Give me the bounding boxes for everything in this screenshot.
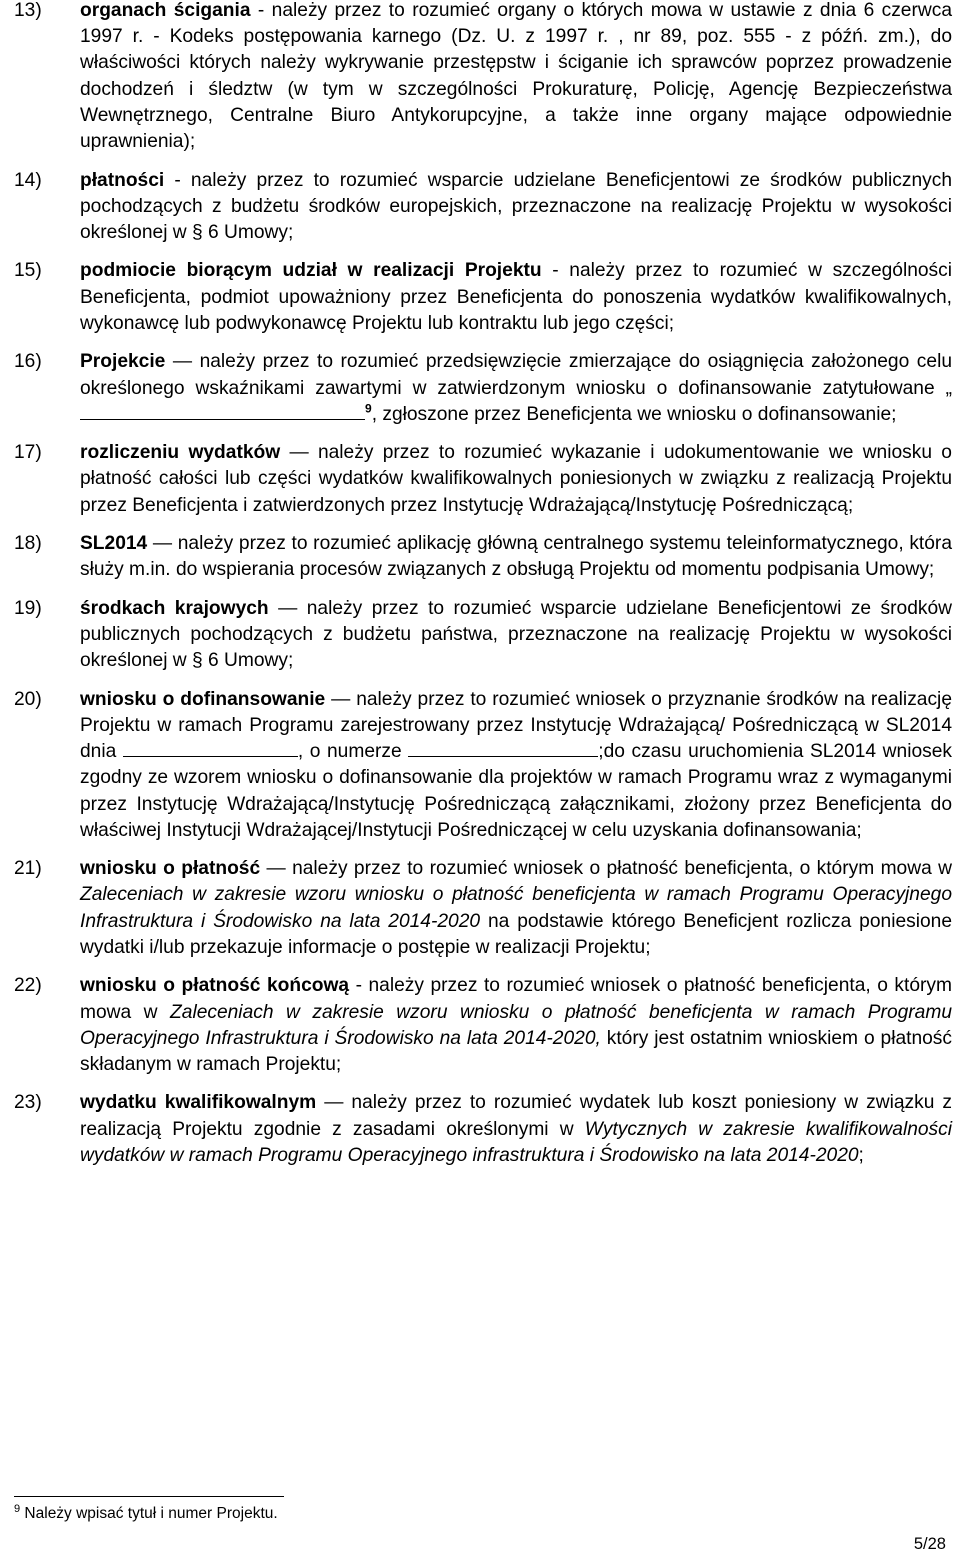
footnote-text: Należy wpisać tytuł i numer Projektu. — [20, 1505, 278, 1522]
footnote-reference: 9 — [365, 401, 372, 416]
definition-text-continued: który jest ostatnim wnioskiem o płatność składanym w ramach Projektu; — [80, 1027, 952, 1075]
footnote-separator — [14, 1496, 284, 1497]
definition-item-20 — [14, 687, 952, 844]
definition-text-continued: , zgłoszone przez Beneficjenta we wniosku o dofinansowanie; — [371, 403, 897, 425]
definition-text-continued: na podstawie którego Beneficjent rozlicza poniesione wydatki i/lub przekazuje informacje o postępie w realizacji Projektu; — [80, 910, 952, 958]
defined-term: wniosku o płatność końcową — [80, 975, 350, 997]
referenced-document-title: Zaleceniach w zakresie wzoru wniosku o płatność beneficjenta w ramach Programu Operacyjnego Infrastruktura i Środowisko na lata 2014-2020, — [80, 1001, 953, 1049]
defined-term: organach ścigania — [80, 0, 251, 21]
item-number: 23) — [14, 1092, 42, 1114]
item-number: 16) — [14, 351, 42, 373]
date-blank-line — [123, 755, 298, 757]
defined-term: płatności — [80, 169, 165, 191]
definition-text: - należy przez to rozumieć organy o których mowa w ustawie z dnia 6 czerwca 1997 r. - Kodeks postępowania karnego (Dz. U. z 1997 r. , nr 89, poz. 555 - z późń. zm.), do właściwości których należy wykrywanie przestępstw i ściganie ich sprawców poprzez prowadzenie dochodzeń i śledztw (w tym w szczególności Prokuraturę, Policję, Agencję Bezpieczeństwa Wewnętrznego, Centralne Biuro Antykorupcyjne, a także inne organy mające odpowiednie uprawnienia); — [80, 0, 952, 153]
referenced-document-title: Zaleceniach w zakresie wzoru wniosku o płatność beneficjenta w ramach Programu Operacyjnego Infrastruktura i Środowisko na lata 2014-2020 — [80, 884, 952, 932]
item-number: 14) — [14, 169, 42, 191]
definition-text-continued: , o numerze — [297, 741, 409, 763]
definition-text: — należy przez to rozumieć wsparcie udzielane Beneficjentowi ze środków publicznych pochodzących z budżetu państwa, przeznaczone na realizację Projektu w wysokości określonej w § 6 Umowy; — [80, 597, 953, 672]
defined-term: wniosku o dofinansowanie — [80, 688, 326, 710]
item-number: 13) — [14, 0, 42, 21]
definition-item-23 — [14, 1090, 952, 1169]
defined-term: wniosku o płatność — [80, 858, 261, 880]
title-blank-line — [80, 418, 365, 420]
item-number: 15) — [14, 260, 42, 282]
definition-text-tail: ;do czasu uruchomienia SL2014 wniosek zgodny ze wzorem wniosku o dofinansowanie dla projektów w ramach Programu wraz z wymaganymi przez Instytucję Wdrażającą/Instytucję Pośredniczącą załącznikami, złożony przez Beneficjenta do właściwej Instytucji Wdrażającej/Instytucji Pośredniczącej w celu uzyskania dofinansowania; — [80, 741, 952, 841]
definition-text: - należy przez to rozumieć wniosek o płatność beneficjenta, o którym mowa w — [80, 975, 952, 1023]
definition-item-15 — [14, 258, 952, 337]
definition-text: - należy przez to rozumieć w szczególności Beneficjenta, podmiot upoważniony przez Beneficjenta do ponoszenia wydatków kwalifikowalnych, wykonawcę lub podwykonawcę Projektu lub kontraktu lub jego części; — [80, 260, 953, 334]
definition-item-19 — [14, 596, 952, 675]
page-number: 5/28 — [913, 1535, 946, 1553]
item-number: 19) — [14, 597, 42, 619]
definition-item-18 — [14, 531, 952, 583]
item-number: 21) — [14, 858, 42, 880]
defined-term: wydatku kwalifikowalnym — [80, 1092, 317, 1114]
definition-item-22 — [14, 973, 952, 1078]
defined-term: podmiocie biorącym udział w realizacji Projektu — [80, 260, 542, 282]
defined-term: SL2014 — [80, 533, 148, 555]
definition-text: - należy przez to rozumieć wsparcie udzielane Beneficjentowi ze środków publicznych pochodzących z budżetu środków europejskich, przeznaczone na realizację Projektu w wysokości określonej w § 6 Umowy; — [80, 169, 952, 243]
definition-item-13 — [14, 0, 952, 155]
number-blank-line — [408, 755, 598, 757]
definition-item-14 — [14, 168, 952, 247]
defined-term: Projekcie — [80, 351, 166, 373]
definition-text: — należy przez to rozumieć wykazanie i udokumentowanie we wniosku o płatność całości lub części wydatków kwalifikowalnych poniesionych w związku z realizacją Projektu przez Beneficjenta i zatwierdzonych przez Instytucję Wdrażającą/Instytucję Pośredniczącą; — [80, 442, 952, 516]
definition-text: — należy przez to rozumieć wydatek lub koszt poniesiony w związku z realizacją Projektu zgodnie z zasadami określonymi w — [80, 1092, 952, 1140]
item-number: 20) — [14, 688, 42, 710]
definition-item-21 — [14, 856, 952, 961]
defined-term: środkach krajowych — [80, 597, 269, 619]
defined-term: rozliczeniu wydatków — [80, 442, 281, 464]
definition-text: — należy przez to rozumieć przedsięwzięcie zmierzające do osiągnięcia założonego celu określonego wskaźnikami zawartymi w zatwierdzonym wniosku o dofinansowanie zatytułowane „ — [80, 351, 952, 399]
footnote-mark: 9 — [14, 1502, 21, 1515]
definition-item-16 — [14, 349, 952, 428]
definition-text: — należy przez to rozumieć wniosek o płatność beneficjenta, o którym mowa w — [260, 858, 952, 880]
item-number: 18) — [14, 533, 42, 555]
item-number: 17) — [14, 442, 42, 464]
item-number: 22) — [14, 975, 42, 997]
definition-text: — należy przez to rozumieć wniosek o przyznanie środków na realizację Projektu w ramach Programu zarejestrowany przez Instytucję Wdrażającą/ Pośredniczącą w SL2014 dnia — [80, 688, 952, 763]
definition-text-continued: ; — [858, 1144, 864, 1166]
referenced-document-title: Wytycznych w zakresie kwalifikowalności wydatków w ramach Programu Operacyjnego infrastruktura i Środowisko na lata 2014-2020 — [80, 1118, 953, 1166]
definition-text: — należy przez to rozumieć aplikację główną centralnego systemu teleinformatycznego, która służy m.in. do wspierania procesów związanych z obsługą Projektu od momentu podpisania Umowy; — [80, 533, 952, 581]
definition-item-17 — [14, 440, 952, 519]
footnote — [14, 1504, 278, 1524]
definitions-list — [14, 0, 952, 1181]
